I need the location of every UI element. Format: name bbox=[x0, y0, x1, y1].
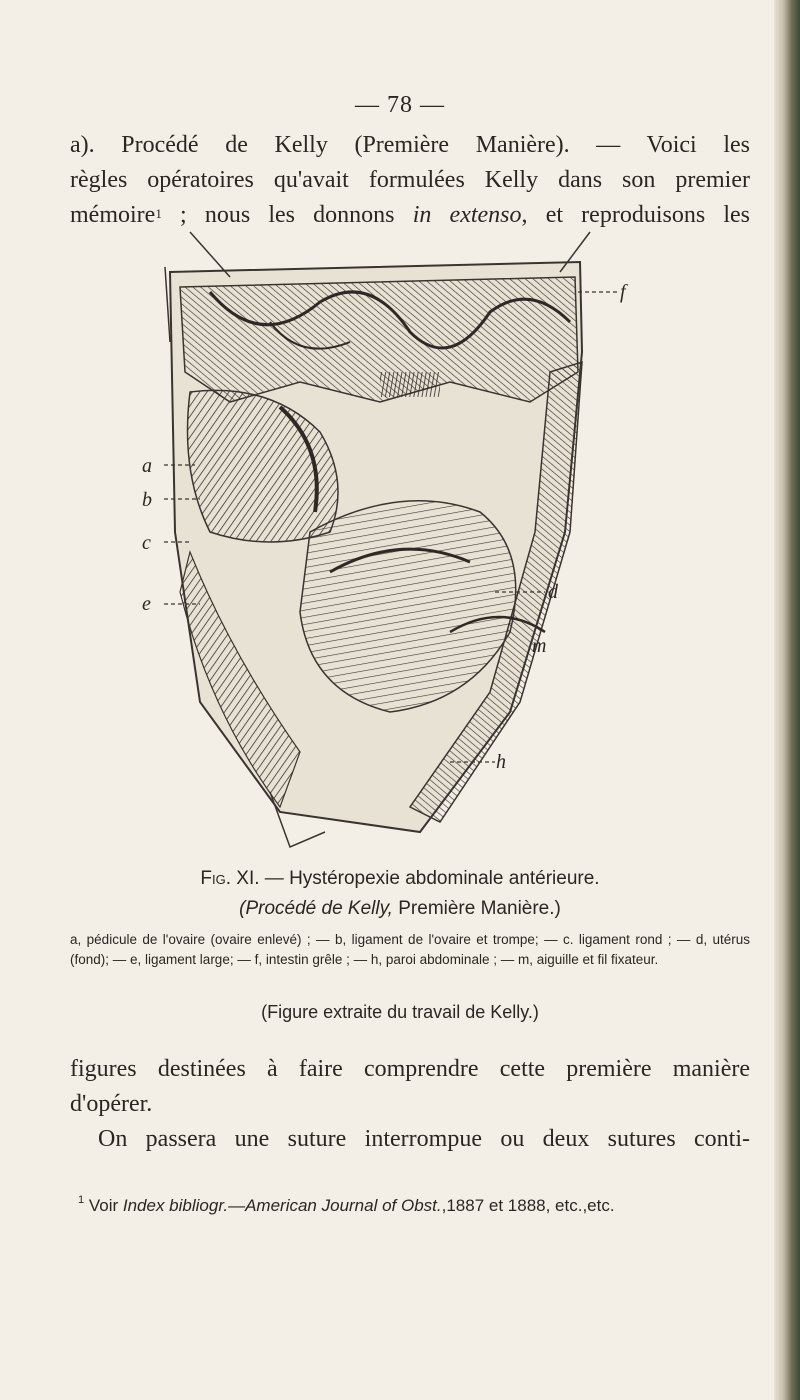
body-line-1: figures destinées à faire comprendre cette première manière bbox=[70, 1056, 750, 1082]
intro-line-3: mémoire$^1$ ; nous les donnons in extenso, et reproduisons les bbox=[70, 202, 751, 228]
anatomical-figure bbox=[142, 232, 650, 862]
body-line-2: d'opérer. bbox=[70, 1091, 153, 1117]
label-b: b bbox=[142, 489, 152, 511]
intro-paragraph bbox=[70, 128, 750, 233]
label-h: h bbox=[496, 751, 506, 773]
label-e: e bbox=[142, 593, 151, 615]
label-m: m bbox=[532, 635, 547, 657]
label-c: c bbox=[142, 532, 151, 554]
label-d: d bbox=[548, 581, 558, 603]
page-number: — 78 — bbox=[355, 92, 445, 118]
footnote: $^1$ Voir Index bibliogr.—American Journal of Obst.,1887 et 1888, etc.,etc. bbox=[78, 1194, 615, 1215]
footnote-marker: 1 bbox=[155, 206, 162, 221]
label-a: a bbox=[142, 455, 152, 477]
label-f: f bbox=[620, 281, 626, 303]
figure-engraving bbox=[142, 232, 650, 862]
body-line-3: On passera une suture interrompue ou deux sutures conti- bbox=[98, 1126, 750, 1152]
figure-legend: a, pédicule de l'ovaire (ovaire enlevé) ; — b, ligament de l'ovaire et trompe; — c. ligament rond ; — d, utérus (fond); — e, ligament large; — f, intestin grêle ; — h, paroi abdominale ; — m, aiguille et fil fixateur. bbox=[70, 932, 750, 967]
figure-source: (Figure extraite du travail de Kelly.) bbox=[261, 1002, 539, 1022]
figure-caption-subtitle: (Procédé de Kelly, Première Manière.) bbox=[239, 898, 561, 919]
intro-line-1: a). Procédé de Kelly (Première Manière). — Voici les bbox=[70, 132, 750, 158]
figure-number: Fig. XI. bbox=[200, 868, 260, 889]
figure-caption-title: Fig. XI. — Hystéropexie abdominale antérieure. bbox=[200, 868, 600, 889]
intro-line-2: règles opératoires qu'avait formulées Kelly dans son premier bbox=[70, 167, 750, 193]
body-paragraph bbox=[70, 1052, 750, 1157]
page-edge-shadow bbox=[774, 0, 800, 1400]
